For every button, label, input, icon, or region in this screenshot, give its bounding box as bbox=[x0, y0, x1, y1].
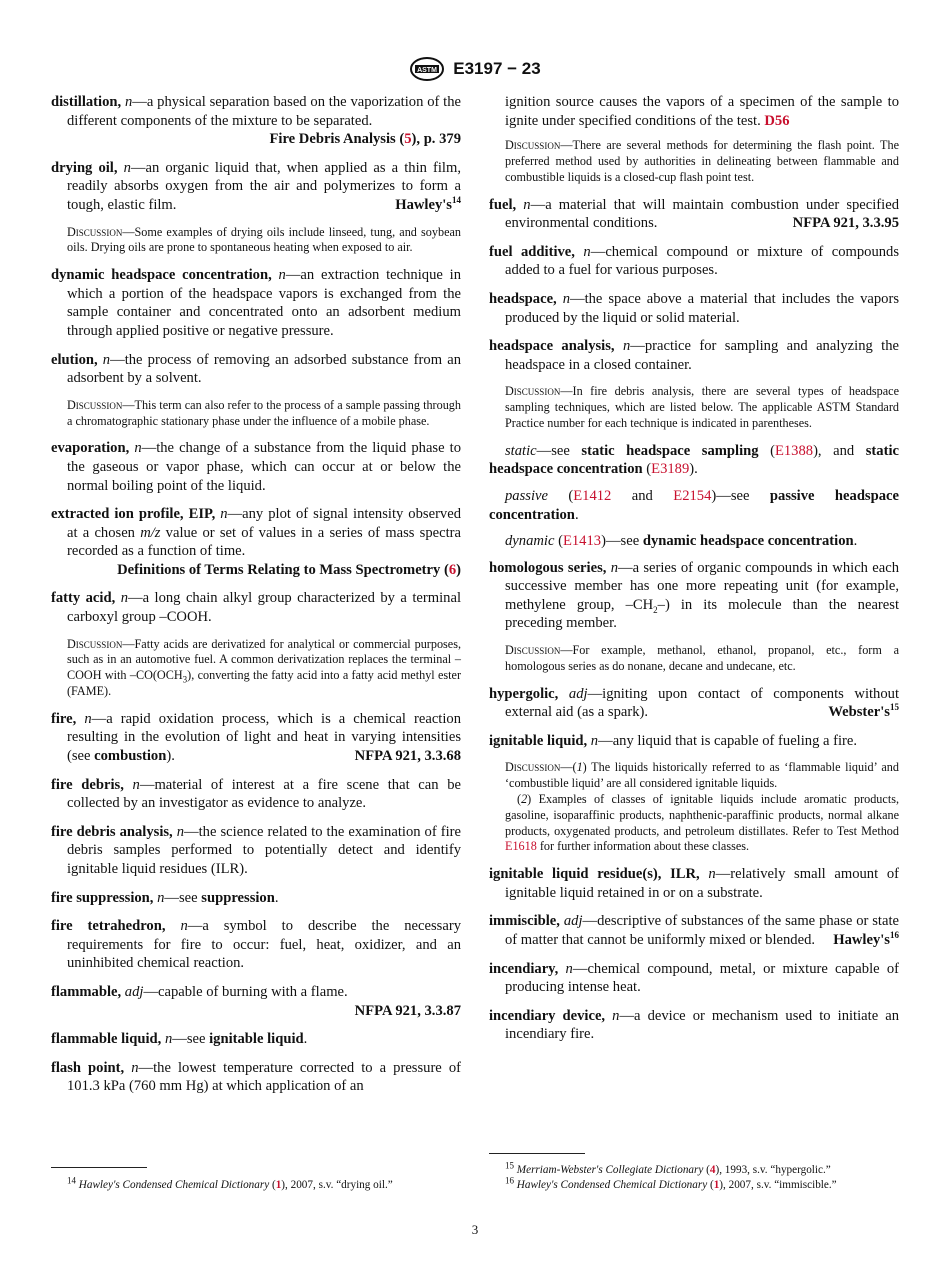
discussion bbox=[489, 384, 899, 431]
discussion-text: ), converting the fatty acid into a fatty acid methyl ester (FAME). bbox=[67, 668, 462, 699]
part-of-speech: n bbox=[708, 866, 716, 883]
see-term: dynamic headspace concentration bbox=[642, 533, 854, 550]
subentry-dynamic: dynamic (E1413)—see dynamic headspace concentration. bbox=[505, 533, 858, 550]
term: incendiary device, bbox=[489, 1007, 606, 1024]
see-text: )—see bbox=[711, 487, 770, 504]
term: hypergolic, bbox=[489, 685, 559, 702]
definition: ignition source causes the vapors of a specimen of the sample to ignite under specified conditions of the test. bbox=[505, 94, 899, 129]
part-of-speech: n bbox=[102, 351, 111, 368]
discussion-text: ( bbox=[517, 792, 522, 807]
term: fire suppression, bbox=[51, 889, 154, 906]
ref-link[interactable]: E1388 bbox=[774, 442, 814, 459]
discussion-label: Discussion bbox=[505, 384, 561, 399]
term: dynamic headspace concentration, bbox=[51, 267, 272, 284]
term: incendiary, bbox=[489, 960, 559, 977]
definition: —a symbol to describe the necessary requirements for fire to occur: fuel, heat, oxidizer, and an uninhibited chemical reaction. bbox=[67, 918, 461, 972]
ref-link[interactable]: D56 bbox=[764, 112, 790, 129]
see-term: static headspace concentration bbox=[489, 442, 899, 478]
conjunction: and bbox=[631, 487, 653, 504]
ref-link[interactable]: 1 bbox=[713, 1179, 720, 1191]
definition: —descriptive of substances of the same phase or state of matter that cannot be uniformly mixed or blended. bbox=[505, 913, 899, 948]
term: flash point, bbox=[51, 1059, 125, 1076]
entry-distillation bbox=[51, 93, 461, 130]
definition: —relatively small amount of ignitable liquid retained in or on a substrate. bbox=[505, 866, 899, 901]
source-text: Definitions of Terms Relating to Mass Spectrometry ( bbox=[117, 561, 449, 578]
term: flammable, bbox=[51, 983, 122, 1000]
source-text: Fire Debris Analysis ( bbox=[269, 131, 405, 148]
entry-fuel bbox=[489, 196, 899, 233]
subscript: 2 bbox=[653, 604, 658, 615]
definition: —igniting upon contact of components without external aid (as a spark). bbox=[505, 685, 899, 721]
entry-incendiary bbox=[489, 960, 899, 997]
footnote-title: Hawley's Condensed Chemical Dictionary bbox=[78, 1179, 270, 1191]
discussion bbox=[489, 643, 899, 675]
discussion-text: for further information about these classes. bbox=[536, 839, 750, 854]
definition: —a material that will maintain combustion under specified environmental conditions. bbox=[505, 196, 899, 232]
right-column bbox=[489, 93, 899, 1054]
term: fire, bbox=[51, 710, 77, 727]
definition: –) in its molecule than the nearest preceding member. bbox=[505, 596, 899, 632]
source: NFPA 921, 3.3.87 bbox=[354, 1002, 461, 1019]
footnote-title: Merriam-Webster's Collegiate Dictionary bbox=[516, 1164, 704, 1176]
svg-text:ASTM: ASTM bbox=[417, 67, 438, 74]
ref-link[interactable]: E1618 bbox=[505, 839, 537, 854]
ref-link[interactable]: E3189 bbox=[651, 461, 690, 478]
astm-logo-icon bbox=[409, 56, 445, 82]
discussion-label: Discussion bbox=[67, 397, 123, 412]
footnote-16 bbox=[505, 1175, 899, 1192]
discussion bbox=[51, 637, 461, 700]
entry-headspace-analysis bbox=[489, 337, 899, 374]
subentry-static: static—see static headspace sampling (E1388), and static headspace concentration (E3189). bbox=[489, 442, 899, 478]
definition: —the process of removing an adsorbed substance from an adsorbent by a solvent. bbox=[67, 351, 461, 387]
term: fire debris, bbox=[51, 776, 124, 793]
part-of-speech: n bbox=[562, 290, 570, 307]
ref-link[interactable]: 1 bbox=[275, 1179, 282, 1191]
part-of-speech: n bbox=[134, 440, 142, 457]
term: headspace analysis, bbox=[489, 338, 615, 355]
part-of-speech: n bbox=[176, 823, 185, 840]
punctuation: . bbox=[274, 889, 279, 906]
ref-link[interactable]: 4 bbox=[709, 1164, 716, 1176]
term: immiscible, bbox=[489, 913, 560, 930]
entry-fire-debris-analysis bbox=[51, 823, 461, 879]
footnote-text: ), 2007, s.v. “immiscible.” bbox=[719, 1179, 837, 1191]
part-of-speech: n bbox=[523, 196, 531, 213]
see-term: ignitable liquid bbox=[209, 1031, 304, 1048]
see-term: passive headspace concentration bbox=[489, 487, 899, 523]
entry-fire bbox=[51, 710, 461, 766]
entry-fuel-additive bbox=[489, 243, 899, 280]
footnote-text: ), 1993, s.v. “hypergolic.” bbox=[715, 1164, 831, 1176]
part-of-speech: n bbox=[180, 918, 188, 935]
entry-dynamic-headspace bbox=[51, 266, 461, 340]
discussion bbox=[51, 398, 461, 430]
footnote-ref: 15 bbox=[890, 702, 899, 713]
mz-symbol: m/z bbox=[140, 524, 161, 541]
part-of-speech: n bbox=[124, 94, 133, 110]
part-of-speech: n bbox=[132, 776, 140, 793]
definition: ). bbox=[166, 748, 175, 765]
discussion bbox=[489, 138, 899, 185]
discussion-text: ) Examples of classes of ignitable liquids include aromatic products, gasoline, isoparaffinic products, naphthenic-paraffinic products, normal alkane products, oxygenated products, and petroleum distillates. Refer to Test Method bbox=[505, 792, 899, 838]
footnote-number: 14 bbox=[67, 1175, 76, 1186]
discussion bbox=[489, 760, 899, 792]
part-of-speech: n bbox=[583, 243, 591, 260]
page-number: 3 bbox=[471, 1222, 479, 1237]
entry-elution bbox=[51, 351, 461, 388]
definition: —see bbox=[172, 1031, 210, 1048]
ref-link[interactable]: 6 bbox=[448, 561, 457, 578]
definition: —a rapid oxidation process, which is a chemical reaction resulting in the evolution of light and heat in varying intensities (see bbox=[67, 710, 462, 765]
punctuation: . bbox=[303, 1031, 308, 1048]
term: ignitable liquid, bbox=[489, 732, 588, 749]
part-of-speech: n bbox=[164, 1031, 173, 1048]
definition: —see bbox=[164, 889, 202, 906]
definition: —any plot of signal intensity observed at a chosen bbox=[67, 506, 461, 541]
footnote-rule bbox=[51, 1167, 147, 1168]
footnote-text: ), 2007, s.v. “drying oil.” bbox=[281, 1179, 393, 1191]
see-term: combustion bbox=[94, 748, 167, 765]
entry-eip bbox=[51, 505, 461, 561]
entry-headspace bbox=[489, 290, 899, 327]
entry-homologous-series bbox=[489, 559, 899, 633]
entry-fire-debris bbox=[51, 776, 461, 813]
footnote-text: ( bbox=[707, 1179, 714, 1191]
definition: —material of interest at a fire scene that can be collected by an investigator as evidence to analyze. bbox=[67, 776, 462, 812]
entry-flash-point bbox=[51, 1059, 461, 1096]
part-of-speech: n bbox=[157, 889, 165, 906]
entry-immiscible bbox=[489, 912, 899, 949]
footnote-rule bbox=[489, 1153, 585, 1154]
term: fuel additive, bbox=[489, 243, 575, 260]
subscript: 3 bbox=[182, 674, 188, 685]
discussion-label: Discussion bbox=[505, 760, 561, 775]
entry-evaporation bbox=[51, 439, 461, 495]
see-text: —see bbox=[536, 442, 582, 459]
footnote-text: ( bbox=[269, 1179, 276, 1191]
footnote-number: 16 bbox=[505, 1175, 514, 1186]
source-text: Hawley's bbox=[833, 932, 890, 948]
discussion-text: —There are several methods for determining the flash point. The preferred method used by authorities in delineating between flammable and combustible liquids is a closed-cup flash point test. bbox=[505, 138, 899, 184]
source-text: Webster's bbox=[828, 704, 890, 721]
source bbox=[51, 130, 461, 149]
ref-link[interactable]: E1413 bbox=[562, 533, 602, 550]
discussion-text: —This term can also refer to the process of a sample passing through a chromatographic stationary phase under the influence of a mobile phase. bbox=[67, 397, 461, 428]
entry-fire-tetrahedron bbox=[51, 917, 461, 973]
definition: —the science related to the examination of fire debris samples performed to potentially detect and identify ignitable liquid residues (ILR). bbox=[67, 823, 461, 877]
source bbox=[395, 195, 461, 215]
part-of-speech: n bbox=[120, 590, 128, 607]
entry-flammable bbox=[51, 983, 461, 1002]
subentry-term: static bbox=[505, 442, 537, 459]
footnote-number: 15 bbox=[505, 1160, 514, 1171]
ref-link[interactable]: 5 bbox=[404, 131, 412, 148]
entry-fire-suppression bbox=[51, 889, 461, 908]
term: fire tetrahedron, bbox=[51, 918, 166, 935]
part-of-speech: n bbox=[123, 159, 131, 176]
discussion-text: ) The liquids historically referred to as ‘flammable liquid’ and ‘combustible liquid’ are all considered ignitable liquids. bbox=[505, 760, 899, 791]
term: drying oil, bbox=[51, 159, 118, 176]
discussion bbox=[51, 225, 461, 257]
definition: —a series of organic compounds in which each successive member has one more repeating unit (for example, methylene group, –CH bbox=[505, 559, 899, 613]
source: NFPA 921, 3.3.95 bbox=[792, 215, 899, 232]
left-column bbox=[51, 93, 461, 1106]
footnote-14 bbox=[67, 1175, 461, 1192]
term: distillation, bbox=[51, 94, 122, 110]
part-of-speech: n bbox=[590, 732, 599, 749]
part-of-speech: n bbox=[220, 506, 228, 523]
discussion-label: Discussion bbox=[505, 138, 561, 153]
definition: —a long chain alkyl group characterized by a terminal carboxyl group –COOH. bbox=[67, 590, 461, 626]
part-of-speech: adj bbox=[563, 913, 583, 930]
discussion-label: Discussion bbox=[67, 636, 123, 651]
entry-ignitable-liquid bbox=[489, 732, 899, 751]
definition: —chemical compound or mixture of compounds added to a fuel for various purposes. bbox=[505, 243, 900, 279]
definition: —any liquid that is capable of fueling a fire. bbox=[598, 732, 858, 749]
term: extracted ion profile, EIP, bbox=[51, 506, 216, 523]
term: evaporation, bbox=[51, 440, 130, 457]
term: fire debris analysis, bbox=[51, 823, 173, 840]
part-of-speech: n bbox=[565, 960, 573, 977]
source-text: Hawley's bbox=[395, 196, 452, 213]
designation: E3197 − 23 bbox=[453, 59, 541, 78]
subentry-passive: passive (E1412 and E2154)—see passive headspace concentration. bbox=[489, 487, 899, 523]
source: NFPA 921, 3.3.68 bbox=[354, 748, 461, 765]
discussion-continued bbox=[489, 792, 899, 855]
source bbox=[833, 930, 899, 950]
definition: value or set of values in a series of mass spectra recorded as a function of time. bbox=[67, 524, 461, 560]
footnote-ref: 16 bbox=[890, 930, 899, 941]
part-of-speech: n bbox=[622, 338, 631, 355]
part-of-speech: n bbox=[131, 1059, 139, 1076]
part-of-speech: n bbox=[610, 559, 618, 576]
entry-flash-point-continued bbox=[489, 93, 899, 130]
footnote-ref: 14 bbox=[452, 195, 461, 206]
discussion-label: Discussion bbox=[505, 643, 561, 658]
see-term: suppression bbox=[201, 889, 275, 906]
part-of-speech: n bbox=[278, 267, 286, 284]
definition: —the change of a substance from the liquid phase to the gaseous or vapor phase, which can occur at or below the normal boiling point of the liquid. bbox=[67, 440, 461, 494]
part-of-speech: adj bbox=[124, 983, 144, 1000]
term: flammable liquid, bbox=[51, 1031, 162, 1048]
term: fuel, bbox=[489, 196, 517, 213]
definition: —the space above a material that includes the vapors produced by the liquid or solid material. bbox=[505, 290, 899, 326]
definition: —practice for sampling and analyzing the headspace in a closed container. bbox=[505, 338, 900, 373]
definition: —a physical separation based on the vaporization of the different components of the mixture to be separated. bbox=[67, 94, 461, 129]
ref-link[interactable]: E1412 bbox=[573, 487, 612, 504]
definition: —the lowest temperature corrected to a pressure of 101.3 kPa (760 mm Hg) at which application of an bbox=[67, 1059, 461, 1095]
page-header bbox=[0, 56, 950, 82]
footnote-15 bbox=[505, 1160, 899, 1177]
discussion-text: —For example, methanol, ethanol, propanol, etc., form a homologous series as do nonane, decane and undecane, etc. bbox=[505, 643, 899, 673]
source bbox=[51, 561, 461, 580]
entry-hypergolic bbox=[489, 685, 899, 722]
discussion-text: —Some examples of drying oils include linseed, tung, and soybean oils. Drying oils are prone to spontaneous heating when exposed to air. bbox=[67, 224, 461, 255]
ref-link[interactable]: E2154 bbox=[673, 487, 712, 504]
item-number: 2 bbox=[521, 792, 528, 807]
entry-fatty-acid bbox=[51, 589, 461, 626]
entry-ilr bbox=[489, 865, 899, 902]
term: homologous series, bbox=[489, 559, 607, 576]
discussion-text: —( bbox=[560, 760, 577, 775]
term: ignitable liquid residue(s), ILR, bbox=[489, 866, 700, 883]
definition: —capable of burning with a flame. bbox=[143, 983, 348, 1000]
source-text: ), p. 379 bbox=[411, 131, 461, 148]
subentry-term: dynamic bbox=[505, 533, 555, 550]
entry-flammable-liquid bbox=[51, 1030, 461, 1049]
term: fatty acid, bbox=[51, 590, 116, 607]
discussion-label: Discussion bbox=[67, 224, 123, 239]
definition: —an organic liquid that, when applied as a thin film, readily absorbs oxygen from the air and polymerizes to form a tough, elastic film. bbox=[67, 159, 461, 213]
footnote-title: Hawley's Condensed Chemical Dictionary bbox=[516, 1179, 708, 1191]
footnote-text: ( bbox=[703, 1164, 710, 1176]
source-text: ) bbox=[456, 561, 461, 578]
term: elution, bbox=[51, 351, 98, 368]
part-of-speech: adj bbox=[568, 685, 588, 702]
source bbox=[828, 702, 899, 722]
entry-incendiary-device bbox=[489, 1007, 899, 1044]
definition: —chemical compound, metal, or mixture capable of producing intense heat. bbox=[505, 960, 899, 996]
definition: —an extraction technique in which a portion of the headspace vapors is exchanged from the sample container and concentrated onto an adsorbent medium through applied positive or negative pressure. bbox=[67, 267, 461, 339]
entry-drying-oil bbox=[51, 159, 461, 215]
part-of-speech: n bbox=[612, 1007, 620, 1024]
term: headspace, bbox=[489, 290, 557, 307]
subentry-term: passive bbox=[505, 487, 548, 504]
part-of-speech: n bbox=[84, 710, 92, 727]
item-number: 1 bbox=[576, 760, 583, 775]
conjunction: and bbox=[833, 442, 855, 459]
discussion-text: —In fire debris analysis, there are several types of headspace sampling techniques, which are listed below. The applicable ASTM Standard Practice number for each technique is indicated in parentheses. bbox=[505, 384, 899, 430]
definition: —a device or mechanism used to initiate an incendiary fire. bbox=[505, 1007, 899, 1043]
see-text: )—see bbox=[601, 533, 643, 550]
see-term: static headspace sampling bbox=[581, 442, 759, 459]
discussion-text: —Fatty acids are derivatized for analytical or commercial purposes, such as in an automotive fuel. A common derivatization replaces the terminal –COOH with –CO(OCH bbox=[67, 636, 461, 683]
